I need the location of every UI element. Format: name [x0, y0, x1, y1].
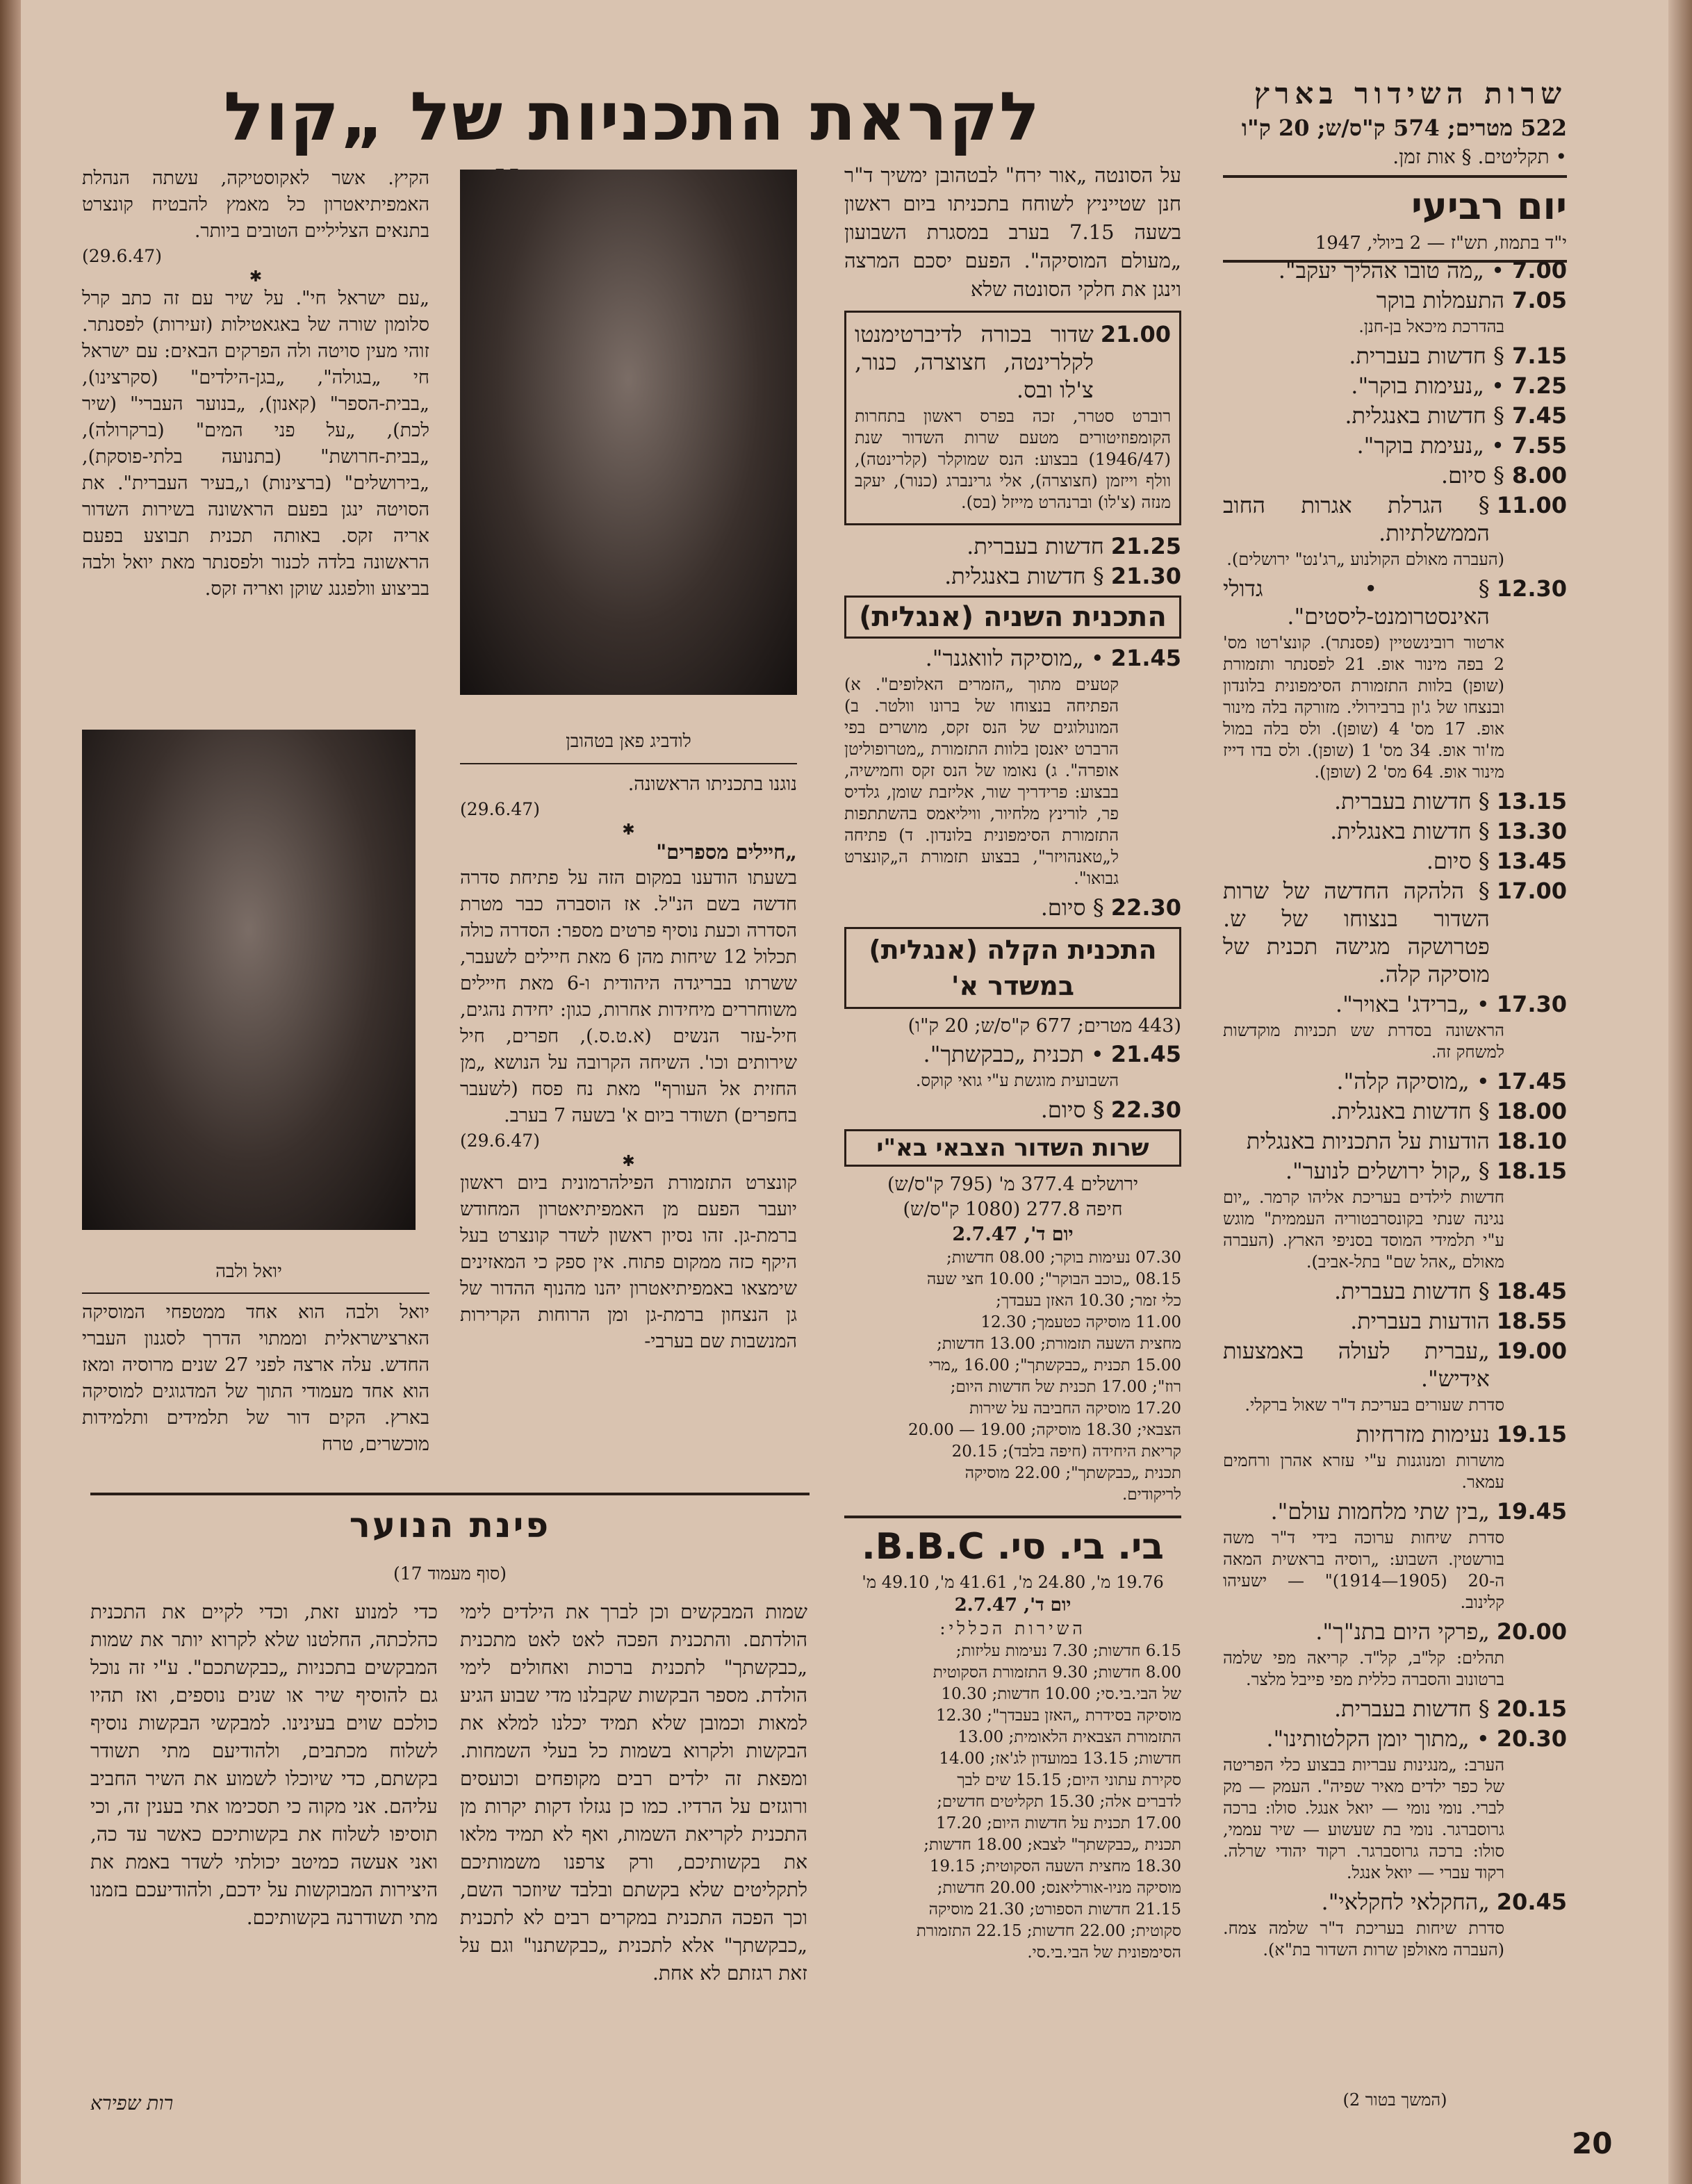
entry-note: תהלים: קל"ב, קל"ד. קריאה מפי שלמה ברטונוב והסברה כללית מפי פייבל מלצר.	[1223, 1648, 1504, 1689]
entry-note: ארטור רובינשטיין (פסנתר). קונצ'רטו מס' 2 בפה מינור אופ. 21 לפסנתר ותזמורת (שופן) בלוות התזמורת הסימפונית בלונדון ובנצחו של ג'ון ברבירולי. מזורקה בלה מינור אופ. 17 מס' 4 (שופן). ולס בלה במול מז'ור אופ. 34 מס' 1 (שופן). ולס בדו דייז מינור אופ. 64 מס' 2 (שופן).	[1223, 633, 1505, 782]
schedule-entry	[1223, 432, 1567, 459]
schedule-line: לדברים אלה; 15.30 תקליטים חדשים;	[937, 1793, 1181, 1811]
light-program-end: 22.30 § סיום.	[1040, 1097, 1181, 1123]
schedule-entry	[1223, 1725, 1567, 1752]
entry-time: 17.45	[1496, 1068, 1567, 1094]
entry-time: 19.00	[1496, 1338, 1567, 1364]
section-star: ✱	[249, 268, 263, 286]
acoustics-article: הקיץ. אשר לאקוסטיקה, עשתה הנהלת האמפיתיאטרון כל מאמץ להבטיח קונצרט בתנאים הצליליים הטובים ביותר.	[82, 167, 429, 242]
entry-title: „פרקי היום בתנ"ך".	[1315, 1618, 1490, 1645]
schedule-line: 8.00 חדשות; 9.30 התזמורת הסקוטית	[933, 1664, 1181, 1682]
entry-time: 17.30	[1496, 991, 1567, 1017]
schedule-entry	[1223, 1277, 1567, 1305]
army-frequency-jerusalem: ירושלים 377.4 מ' (795 ק"ס/ש)	[887, 1174, 1139, 1195]
concert-article: קונצרט התזמורת הפילהרמונית ביום ראשון יועבר הפעם מן האמפיתיאטרון המחודש ברמת-גן. זהו נסיון ראשון לשדר קונצרט בעל היקף כזה ממקום פתוח. אין ספק כי המאזינים שימצאו באמפיתיאטרון יהנו מהנוף ההדור של גן הנצחון ברמת-גן ומן הרוחות הקרירות המנשבות שם בערבי-	[460, 1172, 797, 1352]
schedule-line: 17.00 תכנית על חדשות היום; 17.20	[936, 1814, 1181, 1832]
section-star: ✱	[622, 821, 635, 839]
army-broadcast-heading: שרות השדור הצבאי בא"י	[844, 1129, 1181, 1167]
entry-time: 17.00	[1496, 878, 1567, 904]
entry-note: הערב: „מנגינות עבריות בבצוע כלי הפריטה של כפר ילדים מאיר שפיה". העמק — מק לברי. נומי נומי — יואל אנגל. סולו: ברכה גרוסברגר. נומי בת שעשוע — שיר עממי, סולו: ברכה גרוסברגר. רקוד יהודי שרלה. רקוד עברי — יואל אנגל.	[1223, 1755, 1504, 1882]
entry-title: • „ברידג' באויר".	[1335, 991, 1490, 1017]
entry-time: 7.00	[1512, 257, 1567, 284]
entry-title: נעימות מזרחיות	[1356, 1421, 1490, 1447]
am-israel-article: „עם ישראל חי". על שיר עם זה כתב קרל סלומון שורה של באגאטילות (זעירות) לפסנתר. זוהי מעין סויטה ולה הפרקים הבאים: עם ישראל חי „בגולה", „בגן-הילדים" (סקרצינו), „בבית-הספר" (קאנון), „בנוער העברי" (שיר לכת), „על פני המים" (ברקרולה), „בבית-חרושת" (בתנועה בלתי-פוסקת), „בירושלים" (ברצינות) ו„בעיר העברית". את הסויטה ינגן בפעם הראשונה בשירות השדור אריה זקס. באותה תכנית תבוצע בפעם הראשונה בלדה לכנור ולפסנתר מאת יואל ולבה בביצוע וולפגנג שוקן ואריה זקס.	[82, 288, 429, 600]
bbc-rule	[844, 1516, 1181, 1518]
binding-spine	[0, 0, 21, 2184]
entry-time: 13.15	[1496, 788, 1567, 814]
schedule-line: סקירת עתוני היום; 15.15 שים לבך	[957, 1771, 1181, 1789]
schedule-entry	[1223, 1618, 1567, 1645]
second-program-entry: 21.45 • „מוסיקה לוואגנר".	[925, 645, 1181, 671]
schedule-line: מחצית השעה תזמורת; 13.00 חדשות;	[937, 1335, 1181, 1353]
schedule-entry	[1223, 402, 1567, 429]
bbc-date: יום ד', 2.7.47	[954, 1595, 1071, 1616]
youth-rule	[90, 1493, 810, 1495]
youth-text-right: שמות המבקשים וכן לברך את הילדים לימי הולדתם. והתכנית הפכה לאט לאט מתכנית „כבקשתך" לתכנית ברכות ואחולים לימי הולדת. מספר הבקשות שקבלנו מדי שבוע הגיע למאות וכמובן שלא תמיד יכלנו למלא את הבקשות ולקרוא בשמות כל בעלי השמחות. ומפאת זה ילדים רבים מקופחים וכועסים ורוגזים על הרדיו. כמו כן נגזלו דקות יקרות מן התכנית לקריאת השמות, ואף לא תמיד מלאו את בקשותיכם, ורק צרפנו משמותיכם לתקליטים שלא בקשתם ובלבד שיוזכר השם, וכך הפכה התכנית במקרים רבים לא לתכנית „כבקשתך" אלא לתכנית „כבקשתנו" וגם על זאת רגזתם לא אחת.	[460, 1600, 807, 1985]
walbe-caption: יואל ולבה	[215, 1261, 282, 1282]
schedule-line: 21.15 חדשות הספורט; 21.30 מוסיקה	[928, 1900, 1181, 1919]
masthead-rule	[1223, 175, 1567, 178]
schedule-line: מוסיקה בסידרת „האזן בעבדך"; 12.30	[936, 1707, 1181, 1725]
entry-title: § חדשות באנגלית.	[1330, 818, 1490, 844]
entry-note: מושרות ומנוגנות ע"י עזרא אהרן ורחמים עמאר.	[1223, 1451, 1504, 1492]
entry-title: § „קול ירושלים לנוער".	[1285, 1158, 1490, 1184]
entry-title: חדשות בעברית.	[967, 533, 1104, 559]
schedule-line: קריאת היחידה (חיפה בלבד); 20.15	[951, 1443, 1181, 1461]
schedule-entry	[1223, 1127, 1567, 1155]
news-entries	[844, 532, 1181, 590]
schedule-entry	[1223, 1307, 1567, 1335]
entry-note: סדרת שיחות ערוכה בידי ד"ר משה בורשטין. השבוע: „רוסיה בראשית המאה ה-20 (1905—1914)" — ישעיהו קלינוב.	[1223, 1528, 1504, 1612]
light-program-entry: 21.45 • תכנית „כבקשתך".	[923, 1041, 1181, 1067]
schedule-line: 6.15 חדשות; 7.30 נעימות עליזות;	[955, 1642, 1181, 1660]
sonata-intro: על הסונטה „אור ירח" לבטהובן ימשיך ד"ר חנן שטייניץ לשוחח בתכניתו ביום ראשון בשעה 7.15 בערב במסגרת השבועון „מעולם המוסיקה". הפעם יסכם המרצה וינגן את חלקי הסונטה שלא	[844, 163, 1181, 301]
soldiers-article: בשעתו הודענו במקום הזה על פתיחת סדרה חדשה בשם הנ"ל. אז הוסברה כבר מטרת הסדרה וכעת נוסיף פרטים מספר: הסדרה כולה תכלול 12 שיחות מהן 6 מאת חיילים לשעבר, ששרתו בבריגדה היהודית ו-6 מאת חיילים משוחררים מיחידות אחרות, כגון: יחידת נהגים, חיל-עזר הנשים (א.ט.ס.), חפרים, חיל שירותים וכו'. השיחה הקרובה על הנושא „מן החזית אל העורף" מאת נח פסח (לשעבר בחפרים) תשודר ביום א' בשעה 7 בערב.	[460, 867, 797, 1126]
schedule-entry	[844, 532, 1181, 560]
page-edge	[1668, 0, 1692, 2184]
entry-title: § חדשות באנגלית.	[1345, 402, 1504, 429]
second-program-end: 22.30 § סיום.	[1040, 894, 1181, 921]
caption-rule	[82, 1292, 429, 1294]
masthead-title: שרות השידור בארץ	[1254, 76, 1567, 110]
entry-time: 13.30	[1496, 818, 1567, 844]
schedule-line: רוז"; 17.00 תכנית של חדשות היום;	[950, 1378, 1181, 1396]
entry-note: סדרת שעורים בעריכת ד"ר שאול ברקלי.	[1245, 1395, 1504, 1415]
entry-time: 18.00	[1496, 1098, 1567, 1124]
entry-time: 7.45	[1512, 402, 1567, 429]
entry-title: • „נעימות בוקר".	[1351, 372, 1504, 399]
entry-note: הראשונה בסדרת שש תכניות מוקדשות למשחק זה.	[1223, 1021, 1504, 1062]
acoustics-date: (29.6.47)	[82, 246, 162, 266]
first-program-note: נוגנו בתכניתו הראשונה.	[627, 773, 797, 795]
entry-title: § חדשות בעברית.	[1334, 788, 1490, 814]
light-program-frequency: (443 מטרים; 677 ק"ס/ש; 20 ק"ו)	[907, 1015, 1181, 1037]
schedule-line: התזמורת הצבאית הלאומית; 13.00	[958, 1728, 1181, 1746]
section-star: ✱	[622, 1153, 635, 1170]
entry-time: 7.25	[1512, 372, 1567, 399]
schedule-entry	[1223, 1097, 1567, 1125]
entry-note: חדשות לילדים בעריכת אליהו קרמר. „יום נגינה שנתי בקונסרבטוריה העממית" מוגש ע"י תלמידי המוסד בסניפי הארץ. (העברה מאולם „אהל שם" בתל-אביב).	[1223, 1188, 1504, 1272]
entry-title: § חדשות בעברית.	[1334, 1696, 1490, 1722]
column-four	[82, 165, 429, 602]
column-three	[460, 771, 797, 1355]
entry-title: „החקלאי לחקלאי".	[1321, 1889, 1490, 1915]
entry-title: § • גדולי האינסטרומנט-ליסטים".	[1223, 575, 1490, 630]
schedule-line: הסימפונית של הבי.בי.סי.	[1027, 1944, 1181, 1962]
premiere-note: רוברט סטרר, זכה בפרס ראשון בתחרות הקומפוזיטורים מטעם שרות השדור שנת (1946/47) בבצוע: הנס שמוקלר (קלרינטה), וולף וייזמן (חצוצרה), אלי גרינברג (כנור), יעקב מנזה (צ'לו) וברנהרט מייזל (בס).	[855, 407, 1171, 512]
first-program-date: (29.6.47)	[460, 799, 540, 819]
entry-title: § הגרלת אגרות החוב הממשלתיות.	[1223, 492, 1490, 546]
entry-time: 11.00	[1496, 492, 1567, 518]
caption-rule	[460, 763, 797, 764]
schedule-entry	[1223, 1888, 1567, 1916]
entry-title: • „מתוך יומן הקלטותינו".	[1266, 1725, 1490, 1752]
entry-title: § חדשות בעברית.	[1349, 343, 1504, 369]
schedule-entry	[1223, 1497, 1567, 1525]
soldiers-heading: „חיילים מספרים"	[656, 840, 797, 864]
schedule-list	[1223, 254, 1567, 1965]
soldiers-date: (29.6.47)	[460, 1131, 540, 1151]
entry-title: הודעות בעברית.	[1350, 1308, 1490, 1334]
schedule-entry	[1223, 1695, 1567, 1723]
schedule-entry	[844, 562, 1181, 590]
entry-title: הודעות על התכניות באנגלית	[1246, 1128, 1490, 1154]
schedule-line: הצבאי; 18.30 מוסיקה; 19.00 — 20.00	[907, 1421, 1181, 1439]
entry-title: § חדשות בעברית.	[1334, 1278, 1490, 1304]
entry-time: 7.05	[1512, 287, 1567, 313]
schedule-entry	[1223, 990, 1567, 1018]
schedule-line: של הבי.בי.סי; 10.00 חדשות; 10.30	[941, 1685, 1181, 1703]
army-date: יום ד', 2.7.47	[952, 1224, 1074, 1245]
premiere-entry: 21.00 שדור בכורה לדיברטימנטו לקלרינטה, חצוצרה, כנור, צ'לו ובס.	[855, 321, 1171, 403]
schedule-line: 17.20 מוסיקה החביבה על שירות	[969, 1399, 1181, 1418]
schedule-entry	[1223, 491, 1567, 547]
entry-time: 21.30	[1110, 563, 1181, 589]
schedule-entry	[1223, 847, 1567, 875]
entry-time: 20.00	[1496, 1618, 1567, 1645]
schedule-entry	[1223, 1420, 1567, 1448]
schedule-entry	[1223, 817, 1567, 845]
entry-title: § הלהקה החדשה של שרות השדור בנצוחו של ש. פטרושקה מגישה תכנית של מוסיקה קלה.	[1223, 878, 1490, 987]
entry-time: 19.15	[1496, 1421, 1567, 1447]
bbc-schedule	[844, 1641, 1181, 1964]
entry-title: § סיום.	[1426, 848, 1490, 874]
schedule-entry	[1223, 877, 1567, 988]
entry-time: 18.45	[1496, 1278, 1567, 1304]
schedule-line: 15.00 תכנית „כבקשתך"; 16.00 „מרי	[928, 1356, 1181, 1374]
masthead-legend: • תקליטים. § אות זמן.	[1393, 145, 1567, 168]
schedule-line: תכנית „כבקשתך" לצבא; 18.00 חדשות;	[923, 1836, 1181, 1854]
schedule-entry	[1223, 286, 1567, 314]
schedule-line: מוסיקה מניו-אורליאנס; 20.00 חדשות;	[937, 1879, 1181, 1897]
entry-time: 18.15	[1496, 1158, 1567, 1184]
youth-signature: רות שפירא	[90, 2092, 174, 2115]
entry-title: § חדשות באנגלית.	[944, 563, 1104, 589]
schedule-continued: (המשך בטור 2)	[1342, 2090, 1447, 2110]
entry-time: 7.55	[1512, 432, 1567, 459]
entry-time: 18.55	[1496, 1308, 1567, 1334]
broadcast-masthead	[1223, 75, 1567, 267]
premiere-box	[844, 311, 1181, 525]
beethoven-caption: לודביג פאן בטהובן	[566, 731, 691, 752]
schedule-line: 08.15 „כוכב הבוקר"; 10.00 חצי שעה	[926, 1270, 1181, 1288]
entry-title: § סיום.	[1440, 462, 1504, 488]
entry-time: 19.45	[1496, 1498, 1567, 1525]
youth-subheading: (סוף מעמוד 17)	[393, 1563, 507, 1584]
schedule-entry	[1223, 256, 1567, 284]
entry-time: 13.45	[1496, 848, 1567, 874]
youth-heading: פינת הנוער	[349, 1505, 551, 1545]
entry-note: (העברה מאולם הקולנוע „רג'נט" ירושלים).	[1226, 550, 1504, 569]
army-frequency-haifa: חיפה 277.8 (1080 ק"ס/ש)	[903, 1199, 1123, 1220]
page-headline: לקראת התכניות של „קול	[223, 78, 1042, 156]
bbc-subheading: השירות הכללי:	[939, 1618, 1086, 1639]
entry-title: § חדשות באנגלית.	[1330, 1098, 1490, 1124]
schedule-line: סקוטית; 22.00 חדשות; 22.15 התזמורת	[916, 1922, 1181, 1940]
entry-time: 18.10	[1496, 1128, 1567, 1154]
beethoven-photo	[460, 170, 797, 695]
light-program-heading: התכנית הקלה (אנגלית) במשדר א'	[844, 927, 1181, 1009]
schedule-entry	[1223, 575, 1567, 630]
schedule-entry	[1223, 1337, 1567, 1393]
entry-time: 7.15	[1512, 343, 1567, 369]
second-program-heading: התכנית השניה (אנגלית)	[844, 596, 1181, 639]
page-number: 20	[1572, 2126, 1613, 2160]
schedule-line: חדשות; 13.15 במועדון לג'אז; 14.00	[939, 1750, 1181, 1768]
entry-title: התעמלות בוקר	[1376, 287, 1504, 313]
schedule-line: תכנית „כבקשתך"; 22.00 מוסיקה	[964, 1464, 1181, 1482]
entry-title: „בין שתי מלחמות עולם".	[1270, 1498, 1490, 1525]
entry-title: • „מוסיקה קלה".	[1336, 1068, 1490, 1094]
entry-note: סדרת שיחות בעריכת ד"ר שלמה צמח. (העברה מאולפן שרות השדור בת"א).	[1223, 1919, 1504, 1960]
entry-note: בהדרכת מיכאל בן-חנן.	[1358, 317, 1504, 336]
walbe-article: יואל ולבה הוא אחד ממטפחי המוסיקה הארצישראלית וממתוי הדרך לסגנון העברי החדש. עלה ארצה לפני 27 שנים מרוסיה ומאז הוא אחד מעמודי התוך של המדגוגים למוסיקה בארץ. הקים דור של תלמידים ותלמידות מוכשרים, טרח	[82, 1302, 429, 1455]
column-two	[844, 161, 1181, 1964]
entry-time: 20.30	[1496, 1725, 1567, 1752]
walbe-photo	[82, 730, 416, 1230]
entry-time: 21.25	[1110, 533, 1181, 559]
day-date: י"ד בתמוז, תש"ז — 2 ביולי, 1947	[1315, 233, 1567, 254]
schedule-line: 07.30 נעימות בוקר; 08.00 חדשות;	[946, 1249, 1181, 1267]
entry-title: • „מה טובו אהליך יעקב".	[1278, 257, 1504, 284]
schedule-line: לריקודים.	[1122, 1486, 1181, 1504]
schedule-entry	[1223, 787, 1567, 815]
entry-title: • „נעימת בוקר".	[1356, 432, 1504, 459]
youth-text-left: כדי למנוע זאת, וכדי לקיים את התכנית כהלכתה, החלטנו שלא לקרוא יותר את שמות המבקשים בתכניות „כבקשתכם". ע"י זה נוכל גם להוסיף שיר או שנים נוספים, ואז תהיו כולכם שוים בעינינו. למבקשי הבקשות נוסיף לשלוח מכתבים, ולהודיעם מתי תשודר בקשתם, כדי שיוכלו לשמוע את השיר החביב עליהם. אני מקוה כי תסכימו אתי בענין זה, וכי תוסיפו לשלוח את בקשותיכם כאשר עד כה, ואני אעשה כמיטב יכולתי לשדר באמת את היצירות המבוקשות על ידכם, ולהודיעכם בזמנו מתי תשודרנה בקשותיכם.	[90, 1600, 438, 1929]
entry-time: 20.15	[1496, 1696, 1567, 1722]
schedule-entry	[1223, 372, 1567, 400]
bbc-heading: בי. בי. סי. B.B.C.	[862, 1526, 1164, 1568]
light-program-note: השבועית מוגשת ע"י גואי קוקס.	[915, 1071, 1119, 1090]
bbc-frequency: 19.76 מ', 24.80 מ', 41.61 מ', 49.10 מ'	[862, 1573, 1164, 1592]
army-schedule	[844, 1247, 1181, 1506]
entry-time: 20.45	[1496, 1889, 1567, 1915]
schedule-entry	[1223, 1067, 1567, 1095]
entry-time: 12.30	[1496, 575, 1567, 602]
schedule-entry	[1223, 461, 1567, 489]
schedule-line: כלי זמר; 10.30 האזן בעבדך;	[996, 1292, 1181, 1310]
masthead-frequency: 522 מטרים; 574 ק"ס/ש; 20 ק"ו	[1241, 115, 1567, 141]
schedule-line: 11.00 מוסיקה כטעמך; 12.30	[980, 1313, 1181, 1331]
schedule-entry	[1223, 1157, 1567, 1185]
day-heading: יום רביעי	[1411, 184, 1567, 228]
entry-time: 8.00	[1512, 462, 1567, 488]
second-program-note: קטעים מתוך „הזמרים האלופים". א) הפתיחה בנצוחו של ברונו וולטר. ב) המונולוגים של הנס זקס, מושרים בפי הרברט יאנסן בלוות התזמורת „מטרופוליטן אופרה". ג) נאומו של הנס זקס וחמישיה, בבצוע: פרידריך שור, אליזבת שומן, גלדיס פר, לורינץ מלחיור, וויליאמס בהשתתפות התזמורת הסימפונית בלונדון. ד) פתיחה ל„טאנהויזר", בבצוע תזמורת ה„קונצרט גבואו".	[844, 675, 1119, 888]
schedule-line: 18.30 מחצית השעה הסקוטית; 19.15	[929, 1857, 1181, 1875]
entry-title: „עברית לעולה באמצעות אידיש".	[1223, 1338, 1490, 1392]
schedule-entry	[1223, 342, 1567, 370]
